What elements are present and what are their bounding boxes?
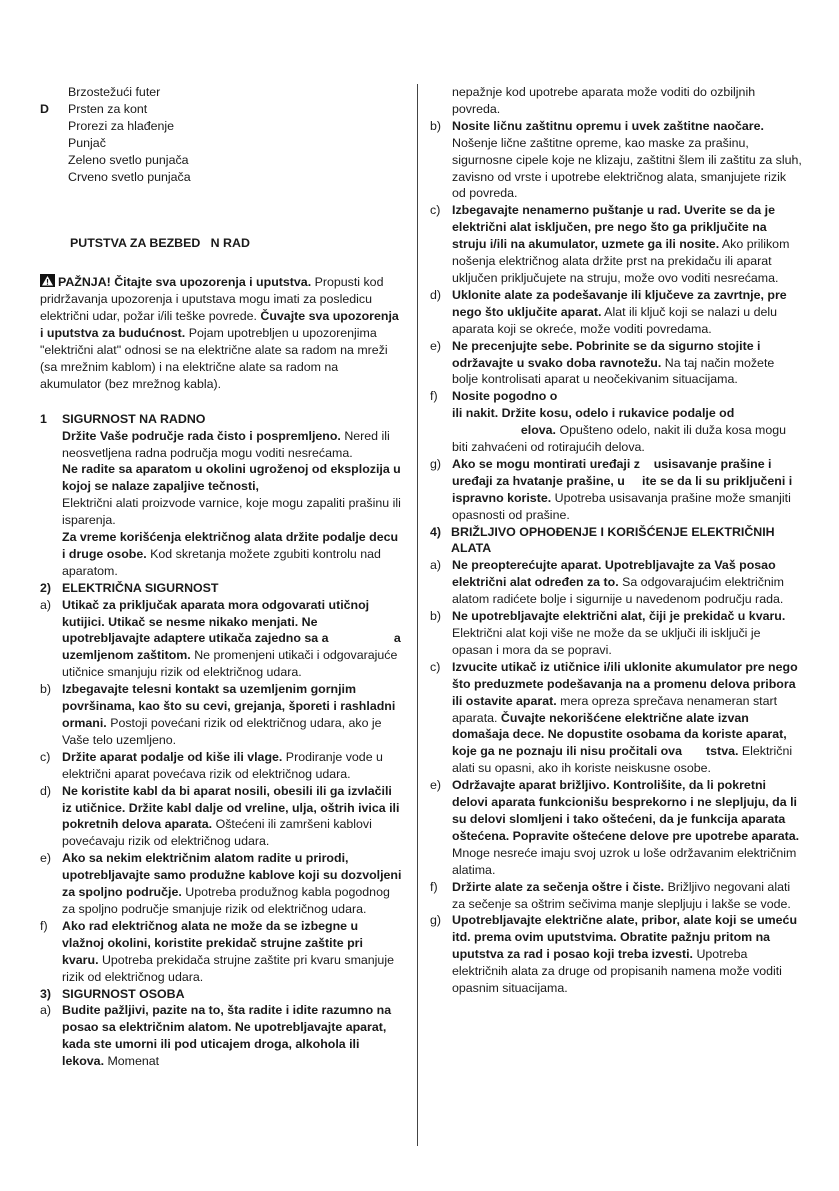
item-text: Prodiranje vode u električni aparat povećava rizik od električnog udara.	[62, 749, 383, 781]
list-item	[430, 287, 802, 338]
item-bold: Izbegavajte telesni kontakt sa uzemljenim gornjim površinama, kao što su cevi, grejanja, šporeti i rashladni ormani.	[62, 682, 396, 730]
section-number: 4)	[430, 524, 442, 539]
item-text-2: Električni alati su opasni, ako ih koriste neiskusne osobe.	[452, 744, 793, 776]
section-3-heading	[40, 986, 402, 1003]
item-bold: Ne koristite kabl da bi aparat nosili, obesili ili ga izvlačili iz utičnice. Držite kabl dalje od vreline, ulja, oštrih ivica ili pokretnih delova aparata.	[62, 783, 400, 832]
s1-p3-text: Kod skretanja možete zgubiti kontrolu nad aparatom.	[62, 546, 381, 578]
list-item	[430, 118, 802, 203]
section-4-heading	[430, 524, 802, 558]
warning-bold-2: Čuvajte sva upozorenja i uputstva za budućnost.	[40, 309, 399, 341]
section-heading-text: BRIŽLJIVO OPHOĐENJE I KORIŠĆENJE ELEKTRIČNIH ALATA	[451, 524, 775, 556]
warning-text-1: Propusti kod pridržavanja upozorenja i uputstava mogu imati za posledicu električni udar, požar i/ili teške povrede.	[40, 275, 384, 324]
list-item	[430, 608, 802, 659]
item-text: Brižljivo negovani alati za sečenje sa oštrim sečivima manje sleplјuju i lakše se vode.	[452, 879, 791, 911]
item-bold: Nosite ličnu zaštitnu opremu i uvek zaštitne naočare.	[452, 118, 764, 133]
warning-label: PAŽNJA! Čitajte sva upozorenja i uputstva.	[58, 275, 312, 290]
left-column	[40, 84, 405, 1070]
part-text: Prorezi za hlađenje	[68, 118, 175, 133]
item-label: d)	[430, 287, 442, 302]
item-bold: Ako rad električnog alata ne može da se izbegne u vlažnoj okolini, koristite prekidač strujne zaštite pri kvaru.	[62, 918, 363, 967]
item-label: b)	[430, 118, 442, 133]
part-letter	[40, 118, 68, 135]
item-bold: Ne preopterećujte aparat. Upotrebljavajte za Vaš posao električni alat određen za to.	[452, 558, 776, 590]
part-text: Zeleno svetlo punjača	[68, 152, 189, 167]
section-heading-text: ELEKTRIČNA SIGURNOST	[62, 580, 219, 595]
item-label: a)	[40, 1003, 52, 1018]
section-1-heading	[40, 411, 402, 428]
item-bold-2: Čuvajte nekorišćene električne alate izvan domašaja dece. Ne dopustite osobama da koriste aparat, koje ga ne poznaju ili nisu pročitali ova tstva.	[452, 710, 791, 759]
item-text: Alat ili ključ koji se nalazi u delu aparata koji se okreće, može voditi povredama.	[452, 304, 778, 336]
column-divider	[417, 84, 418, 1146]
item-bold: Održavajte aparat brižljivo. Kontrolišite, da li pokretni delovi aparata funkcionišu besprekorno i ne sleplјuju, da li su delovi slomljeni i tako oštećeni, da je funkcija aparata oštećena. Popravite oštećene delove pre upotrebe aparata.	[452, 778, 800, 843]
s1-p1-bold: Držite Vaše područje rada čisto i pospremljeno.	[62, 428, 341, 443]
item-text: Ako prilikom nošenja električnog alata držite prst na prekidaču ili aparat uključen priključujete na struju, može ovo voditi nesrećama.	[452, 237, 790, 285]
list-item	[40, 1002, 402, 1070]
item-text: Upotreba prekidača strujne zaštite pri kvaru smanjuje rizik od električnog udara.	[62, 952, 394, 984]
item-text: Nošenje lične zaštitne opreme, kao maske za prašinu, sigurnosne cipele koje ne klizaju, zaštitni šlem ili zaštitu za sluh, zavisno od vrste i upotrebe električnog alata, smanjujete rizik od povreda.	[452, 135, 802, 201]
list-item	[40, 597, 405, 682]
list-item	[40, 850, 402, 918]
section-title: PUTSTVA ZA BEZBED N RAD	[70, 236, 250, 251]
section-number: 1	[40, 411, 47, 426]
s1-paragraph	[62, 461, 405, 529]
item-bold: Izvucite utikač iz utičnice i/ili uklonite akumulator pre nego što preduzmete podešavanja na a promenu delova pribora ili ostavite aparat.	[452, 659, 798, 708]
part-text: Prsten za kont	[68, 101, 148, 116]
part-letter	[40, 169, 68, 186]
section-heading-text: SIGURNOST OSOBA	[62, 986, 185, 1001]
item-text: Upotreba usisavanja prašine može smanjiti opasnosti od prašine.	[452, 490, 791, 522]
item-bold: Ako sa nekim električnim alatom radite u prirodi, upotrebljavajte samo produžne kablove koji su dozvoljeni za spoljno područje.	[62, 851, 402, 900]
list-item	[430, 388, 802, 456]
part-letter	[40, 135, 68, 152]
item-label: e)	[430, 778, 442, 793]
item-bold: Izbegavajte nenamerno puštanje u rad. Uverite se da je električni alat isključen, pre nego što ga priključite na struju i/ili na akumulator, uzmete ga ili nosite.	[452, 203, 775, 252]
s3-a-continuation: nepažnje kod upotrebe aparata može voditi do ozbiljnih povreda.	[452, 85, 756, 116]
section-number: 2)	[40, 580, 52, 595]
parts-item	[40, 152, 402, 169]
item-text: mera opreza sprečava nenameran start aparata.	[452, 693, 778, 725]
part-letter	[40, 84, 68, 101]
item-text: Električni alat koji više ne može da se uključi ili isključi je opasan i mora da se popravi.	[452, 626, 761, 657]
item-text: Sa odgovarajućim električnim alatom radićete bolje i sigurnije u navedenom području rada.	[452, 575, 784, 607]
part-text: Brzostežući futer	[68, 85, 161, 99]
item-bold: Ne upotrebljavajte električni alat, čiji je prekidač u kvaru.	[452, 609, 786, 624]
item-bold: Ne precenjujte sebe. Pobrinite se da sigurno stojite i održavajte u svako doba ravnotežu.	[452, 338, 761, 370]
item-bold: Ako se mogu montirati uređaji z usisavanje prašine i uređaji za hvatanje prašine, u ite se da li su priključeni i ispravno koriste.	[452, 456, 796, 505]
item-label: e)	[40, 851, 52, 866]
item-text: Na taj način možete bolje kontrolisati aparat u neočekivanim situacijama.	[452, 355, 775, 387]
warning-triangle-icon	[40, 274, 55, 287]
list-item	[40, 918, 402, 986]
list-item	[430, 202, 802, 287]
section-heading-text: SIGURNOST NA RADNO	[62, 411, 206, 426]
item-bold: Nosite pogodno o ili nakit. Držite kosu, odelo i rukavice podalje od elova.	[452, 389, 735, 438]
parts-item	[40, 84, 402, 101]
list-item	[430, 456, 802, 524]
list-item	[430, 879, 802, 913]
item-text: Upotreba električnih alata za druge od propisanih namena može voditi opasnim situacijama.	[452, 947, 782, 996]
part-text: Punjač	[68, 135, 106, 150]
s1-paragraph	[62, 428, 402, 462]
list-item	[40, 749, 402, 783]
item-bold: Držirte alate za sečenja oštre i čiste.	[452, 879, 665, 894]
item-text: Upotreba produžnog kabla pogodnog za spoljno područje smanjuje rizik od električnog udara.	[62, 885, 390, 916]
item-label: b)	[40, 682, 52, 697]
list-item	[430, 777, 802, 878]
item-text: Opušteno odelo, nakit ili duža kosa mogu biti zahvaćeni od rotirajućih delova.	[452, 423, 787, 455]
item-label: g)	[430, 913, 442, 928]
item-label: c)	[40, 749, 51, 764]
list-item	[430, 912, 802, 997]
item-label: d)	[40, 783, 52, 798]
s1-p1-text: Nered ili neosvetljena radna područja mogu voditi nesrećama.	[62, 428, 390, 460]
item-bold: Uklonite alate za podešavanje ili ključeve za zavrtnje, pre nego što uključite aparat.	[452, 287, 787, 319]
item-label: c)	[430, 659, 441, 674]
item-bold: Držite aparat podalje od kiše ili vlage.	[62, 749, 283, 764]
list-item	[430, 557, 802, 608]
item-text: Mnoge nesreće imaju svoj uzrok u loše održavanim električnim alatima.	[452, 845, 797, 877]
parts-list	[40, 84, 402, 185]
s1-p2-bold: Ne radite sa aparatom u okolini ugroženoj od eksplozija u kojoj se nalaze zapaljive tečnosti,	[62, 462, 401, 494]
item-label: g)	[430, 456, 442, 471]
warning-paragraph	[40, 274, 402, 392]
right-column	[430, 84, 802, 997]
item-label: c)	[430, 203, 441, 218]
section-2-heading	[40, 580, 402, 597]
parts-item	[40, 135, 402, 152]
item-bold: Budite pažljivi, pazite na to, šta radite i idite razumno na posao sa električnim alatom. Ne upotrebljavajte aparat, kada ste umorni ili pod uticajem droga, alkohola ili lekova.	[62, 1003, 392, 1069]
s1-p2-text: Električni alati proizvode varnice, koje mogu zapaliti prašinu ili isparenja.	[62, 479, 405, 528]
item-text: Oštećeni ili zamršeni kablovi povećavaju rizik od električnog udara.	[62, 817, 372, 849]
part-text: Crveno svetlo punjača	[68, 169, 191, 184]
list-item	[430, 338, 802, 389]
part-letter: D	[40, 101, 49, 116]
item-label: b)	[430, 609, 442, 624]
item-label: f)	[430, 389, 438, 404]
item-bold: Utikač za priključak aparata mora odgovarati utičnoj kutijici. Utikač se nesme nikako menjati. Ne upotrebljavajte adaptere utikača zajedno sa a a uzemljenom zaštitom.	[62, 597, 405, 663]
list-item	[40, 681, 402, 749]
part-letter	[40, 152, 68, 169]
item-label: e)	[430, 338, 442, 353]
list-item	[40, 783, 402, 851]
parts-item	[40, 101, 402, 118]
item-bold: Upotrebljavajte električne alate, pribor, alate koji se umeću itd. prema ovim uputstvima. Obratite pažnju pritom na uputstva za rad i posao koji treba izvesti.	[452, 913, 798, 962]
item-text: Momenat	[104, 1054, 160, 1069]
list-item	[430, 659, 802, 777]
item-text: Postoji povećani rizik od električnog udara, ako je Vaše telo uzemljeno.	[62, 716, 382, 747]
s1-paragraph	[62, 529, 402, 580]
s1-p3-bold: Za vreme korišćenja električnog alata držite podalje decu i druge osobe.	[62, 530, 399, 561]
item-label: f)	[40, 918, 48, 933]
item-label: a)	[40, 597, 52, 612]
parts-item	[40, 118, 402, 135]
warning-text-2: Pojam upotrebljen u upozorenjima "električni alat" odnosi se na električne alate sa radom na mreži (sa mrežnim kablom) i na električne alate sa radom na akumulator (bez mrežnog kabla).	[40, 326, 388, 391]
item-label: a)	[430, 558, 442, 573]
item-label: f)	[430, 879, 438, 894]
parts-item	[40, 169, 402, 186]
item-text: Ne promenjeni utikači i odgovarajuće utičnice smanjuju rizik od električnog udara.	[62, 648, 398, 680]
section-number: 3)	[40, 986, 52, 1001]
